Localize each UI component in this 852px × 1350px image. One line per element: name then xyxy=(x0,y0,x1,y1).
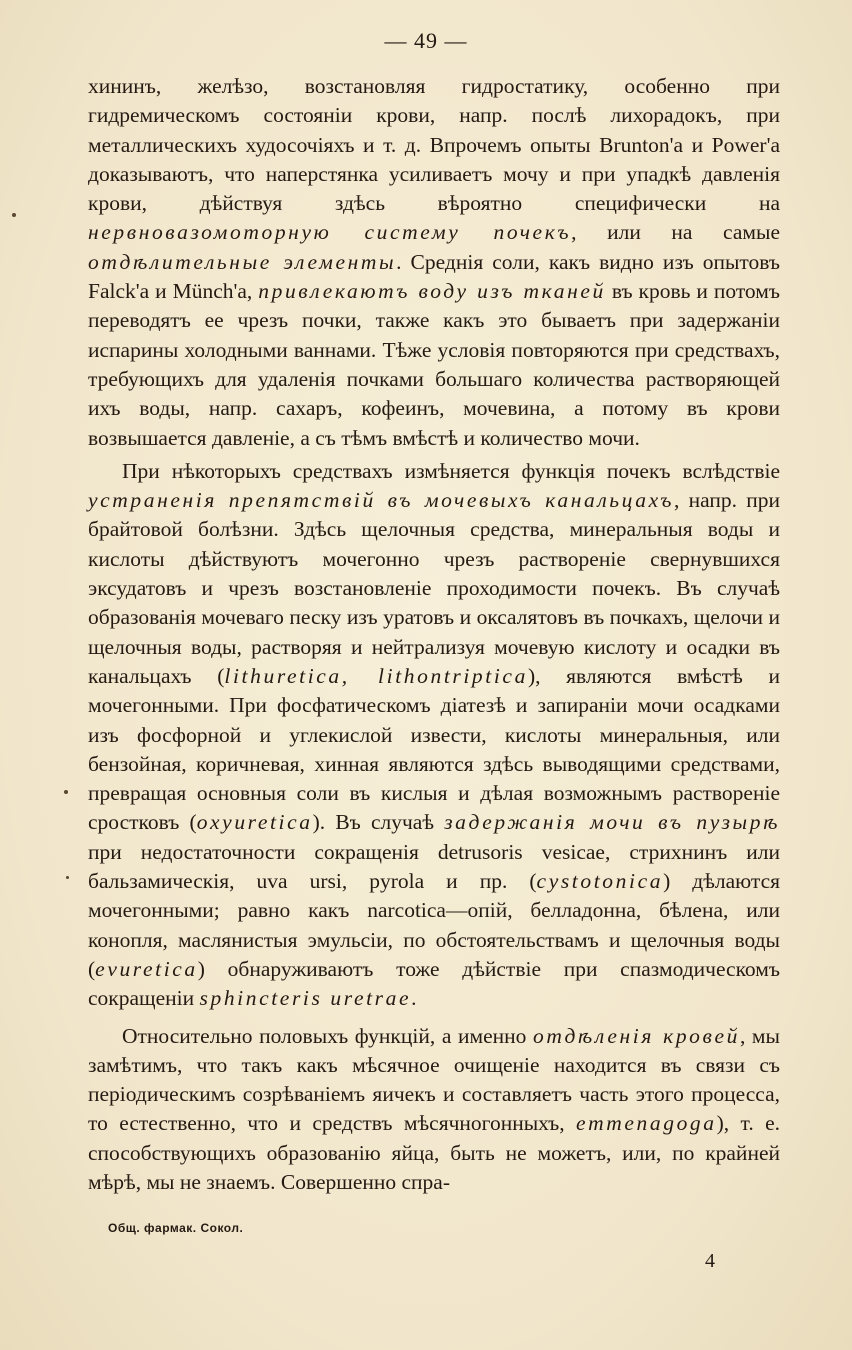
emphasis-term: отдѣленія кровей xyxy=(532,1023,740,1048)
text-run: Относительно половыхъ функцій, а именно xyxy=(122,1023,533,1048)
paragraph-3 xyxy=(88,1022,780,1198)
print-speck xyxy=(64,790,68,794)
emphasis-term: evuretica xyxy=(95,956,198,981)
text-run: ), являются вмѣстѣ и мочегонными. При фосфатическомъ діатезѣ и запираніи мочи осадками изъ фосфорной и углекислой извести, кислоты минеральныя, или бензойная, коричневая, хинная являются здѣсь выводящими средствами, превращая основныя соли въ кислыя и дѣлая возможнымъ раствореніе сростковъ ( xyxy=(88,663,780,835)
text-run: ) обнаруживаютъ тоже дѣйствіе при спазмодическомъ сокращеніи xyxy=(88,956,780,1011)
emphasis-term: отдѣлительные элементы xyxy=(88,249,397,274)
text-run: хининъ, желѣзо, возстановляя гидростатику, особенно при гидремическомъ состояніи крови, напр. послѣ лихорадокъ, при металлическихъ худосочіяхъ и т. д. Впрочемъ опыты Brunton'а и Power'а доказываютъ, что наперстянка усиливаетъ мочу и при упадкѣ давленія крови, дѣйствуя здѣсь вѣроятно специфически на xyxy=(88,74,780,216)
emphasis-term: emmenagoga xyxy=(575,1111,717,1136)
paragraph-1 xyxy=(88,72,780,453)
page-number: — 49 — xyxy=(384,28,468,53)
emphasis-term: cystotonica xyxy=(536,869,664,894)
body-text xyxy=(88,72,780,1197)
emphasis-term: sphincteris uretrae xyxy=(199,986,412,1011)
text-run: , или на самые xyxy=(571,220,781,245)
signature-number: 4 xyxy=(705,1250,715,1272)
text-run: ). Въ случаѣ xyxy=(312,810,445,835)
text-run: . Среднія соли, какъ видно изъ опытовъ Falck'а и Münch'а, xyxy=(88,249,780,304)
text-run: въ кровь и потомъ переводятъ ее чрезъ почки, также какъ это бываетъ при задержаніи испарины холодными ваннами. Тѣже условія повторяются при средствахъ, требующихъ для удаленія почками большаго количества растворяющей ихъ воды, напр. сахаръ, кофеинъ, мочевина, а потому въ крови возвышается давленіе, а съ тѣмъ вмѣстѣ и количество мочи. xyxy=(88,279,780,450)
signature-mark: Общ. фармак. Сокол. xyxy=(108,1221,244,1235)
emphasis-term: устраненія препятствій въ мочевыхъ канальцахъ xyxy=(88,488,675,513)
emphasis-term: привлекаютъ воду изъ тканей xyxy=(258,279,606,304)
text-run: ) дѣлаются мочегонными; равно какъ narcotica—опій, белладонна, бѣлена, или конопля, маслянистыя эмульсіи, по обстоятельствамъ и щелочныя воды ( xyxy=(88,869,781,981)
text-run: при недостаточности сокращенія detrusoris vesicae, стрихнинъ или бальзамическія, uva ursi, pyrola и пр. ( xyxy=(88,839,780,894)
print-speck xyxy=(12,213,16,217)
text-run: ), т. е. способствующихъ образованію яйца, быть не можетъ, или, по крайней мѣрѣ, мы не знаемъ. Совершенно спра- xyxy=(88,1111,781,1194)
emphasis-term: lithuretica, lithontriptica xyxy=(224,663,528,688)
text-run: , мы замѣтимъ, что такъ какъ мѣсячное очищеніе находится въ связи съ періодическимъ созрѣваніемъ яичекъ и составляетъ часть этого процесса, то естественно, что и средствъ мѣсячногонныхъ, xyxy=(88,1023,780,1136)
text-run: При нѣкоторыхъ средствахъ измѣняется функція почекъ вслѣдствіе xyxy=(122,458,780,483)
paragraph-2 xyxy=(88,457,780,1014)
emphasis-term: задержанія мочи въ пузырѣ xyxy=(444,810,781,835)
emphasis-term: нервновазомоторную систему почекъ xyxy=(88,220,572,245)
text-run: . xyxy=(411,986,417,1011)
emphasis-term: oxyuretica xyxy=(196,810,313,835)
print-speck xyxy=(66,876,69,879)
text-run: , напр. при брайтовой болѣзни. Здѣсь щелочныя средства, минеральныя воды и кислоты дѣйствуютъ мочегонно чрезъ раствореніе свернувшихся эксудатовъ и чрезъ возстановленіе проходимости почекъ. Въ случаѣ образованія мочеваго песку изъ уратовъ и оксалятовъ въ почкахъ, щелочи и щелочныя воды, растворяя и нейтрализуя мочевую кислоту и осадки въ канальцахъ ( xyxy=(88,488,780,688)
